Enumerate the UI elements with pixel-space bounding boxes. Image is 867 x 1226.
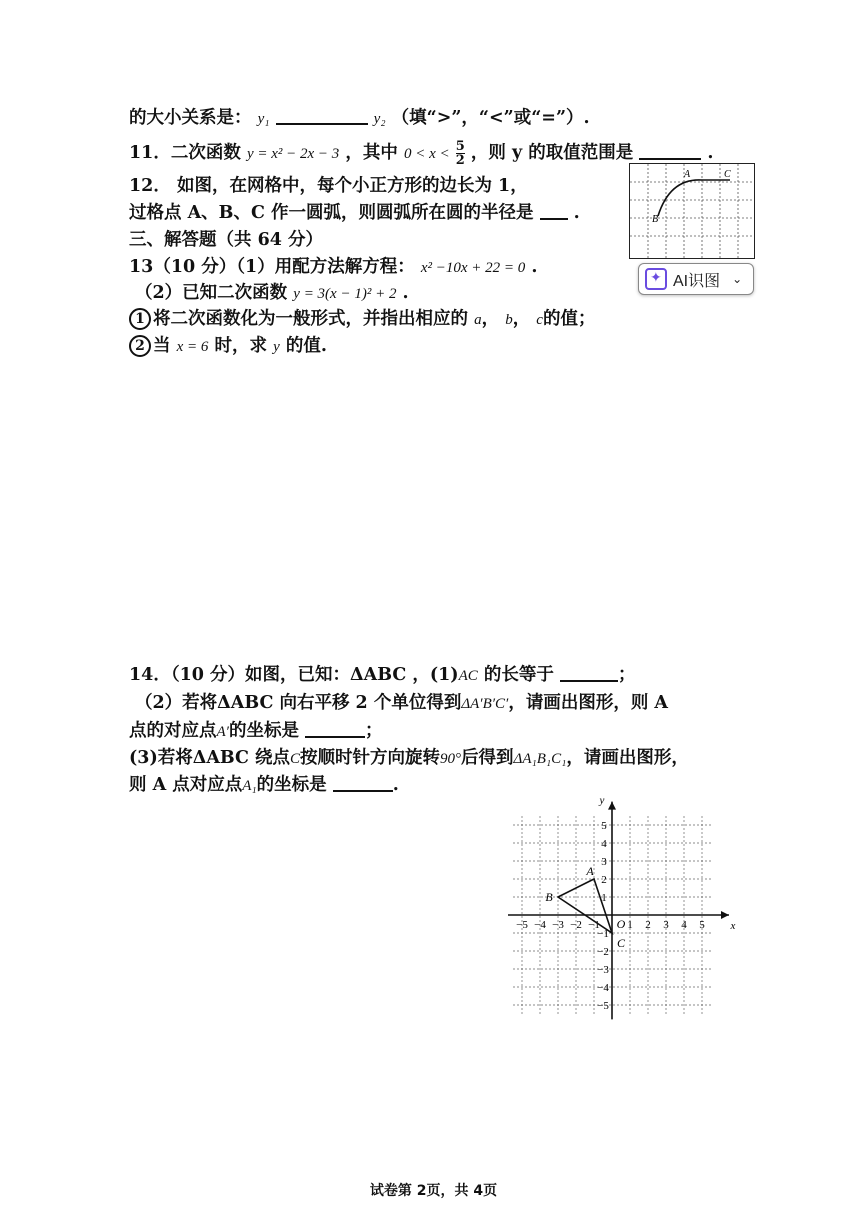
page-footer: 试卷第 2页，共 4页 xyxy=(369,1183,498,1199)
circled-number-2: 2 xyxy=(129,335,151,357)
point-label-a: A xyxy=(586,864,594,878)
q13-item2-b: 时，求 xyxy=(214,336,267,356)
q14-line5 xyxy=(129,773,399,798)
q13-end1: . xyxy=(531,257,538,277)
q11-num: 11．二次函数 xyxy=(129,143,241,163)
x-axis-arrow xyxy=(721,911,729,919)
sep-2: ， xyxy=(512,309,531,329)
q12-line2-text: 过格点 A、B、C 作一圆弧，则圆弧所在圆的半径是 xyxy=(129,203,534,223)
q12-line2 xyxy=(129,201,580,225)
grid-lines xyxy=(630,164,754,258)
y2-symbol: y₂ xyxy=(373,111,386,127)
q14-line3 xyxy=(129,719,383,744)
q14-line4-d: ，请画出图形， xyxy=(566,748,689,768)
q13-item1-end: 的值； xyxy=(542,309,596,329)
origin-label: O xyxy=(616,917,626,931)
q13-line2 xyxy=(135,281,409,306)
q13-line1 xyxy=(129,255,537,280)
q12-label-c: C xyxy=(724,169,731,180)
q14-triangle-1: ΔA₁B₁C₁ xyxy=(513,751,567,767)
x-tick-label: −2 xyxy=(570,919,582,931)
q14-line4 xyxy=(129,746,689,771)
q14-line1-end: ； xyxy=(617,665,636,685)
q14-line1 xyxy=(129,663,635,688)
x-tick-label: 1 xyxy=(627,919,633,931)
q13-equation2: y = 3(x − 1)² + 2 xyxy=(293,286,397,302)
q14-line2 xyxy=(135,691,668,716)
q14-answer-blank-3[interactable] xyxy=(333,774,393,792)
y-tick-label: 5 xyxy=(601,820,607,832)
y-axis-arrow xyxy=(608,802,616,810)
point-label-b: B xyxy=(545,890,553,904)
q14-point-a-prime: A′ xyxy=(216,724,229,740)
y1-symbol: y₁ xyxy=(257,111,270,127)
q12-grid-figure xyxy=(629,163,755,259)
q14-line4-b: 按顺时针方向旋转 xyxy=(300,748,441,768)
sep-1: ， xyxy=(481,309,500,329)
q12-label-b: B xyxy=(652,214,659,225)
y-tick-label: −1 xyxy=(597,928,609,940)
coef-b: b xyxy=(505,312,513,328)
q14-line4-c2: 后得到 xyxy=(461,748,514,768)
x-tick-label: −1 xyxy=(588,919,600,931)
section-heading: 三、解答题（共 64 分） xyxy=(129,230,324,250)
y-tick-label: 4 xyxy=(601,838,607,850)
x-tick-label: −3 xyxy=(552,919,564,931)
point-label-c: C xyxy=(616,936,626,950)
x-tick-label: −4 xyxy=(534,919,546,931)
ai-button-label: AI识图 xyxy=(673,272,721,290)
fraction-denominator: 2 xyxy=(455,153,465,168)
q14-line1-a: 14．（10 分）如图，已知：ΔABC ，(1) xyxy=(129,665,459,685)
y-tick-label: −5 xyxy=(597,1000,609,1012)
q14-ac: AC xyxy=(458,668,478,684)
q14-point-a1: A₁ xyxy=(242,778,257,794)
y-tick-label: 2 xyxy=(601,874,607,886)
q14-line4-a: (3)若将ΔABC 绕点 xyxy=(129,748,291,768)
y-tick-label: −2 xyxy=(597,946,609,958)
q11-formula: y = x² − 2x − 3 xyxy=(246,146,340,162)
q13-line2-text: （2）已知二次函数 xyxy=(135,283,288,303)
x-tick-label: 2 xyxy=(645,919,651,931)
q14-line2-b: ，请画出图形，则 A xyxy=(508,693,668,713)
q14-triangle-prime: ΔA′B′C′ xyxy=(461,696,509,712)
q14-degree: 90° xyxy=(440,751,462,767)
x-tick-label: −5 xyxy=(516,919,528,931)
q11-answer-blank[interactable] xyxy=(639,142,701,160)
q11-line xyxy=(129,140,714,167)
q14-line5-end: . xyxy=(392,775,399,795)
q12-label-a: A xyxy=(684,169,691,180)
q14-line3-b: 的坐标是 xyxy=(228,721,299,741)
arc-path xyxy=(658,180,730,216)
q13-item1-text: 将二次函数化为一般形式，并指出相应的 xyxy=(153,309,468,329)
q13-item2-a: 当 xyxy=(153,336,171,356)
q14-line3-a: 点的对应点 xyxy=(129,721,217,741)
q11-fraction xyxy=(456,140,465,167)
q13-end2: . xyxy=(402,283,409,303)
q11-range: 0 < x < xyxy=(403,146,450,162)
q14-line5-b: 的坐标是 xyxy=(256,775,327,795)
y-tick-label: 3 xyxy=(601,856,607,868)
q13-equation1: x² −10x + 22 = 0 xyxy=(420,260,526,276)
circled-number-1: 1 xyxy=(129,308,151,330)
q14-point-c: C xyxy=(290,751,301,767)
q14-answer-blank-2[interactable] xyxy=(305,720,365,738)
coordinate-grid-figure xyxy=(508,795,738,1025)
q11-mid: ，其中 xyxy=(345,143,398,163)
q14-line1-b: 的长等于 xyxy=(477,665,554,685)
x-axis-label: x xyxy=(730,920,736,932)
q14-line5-a: 则 A 点对应点 xyxy=(129,775,243,795)
q13-item1 xyxy=(129,307,595,332)
q13-item2-y: y xyxy=(273,339,280,355)
q14-line2-a: （2）若将ΔABC 向右平移 2 个单位得到 xyxy=(135,693,462,713)
q10-line xyxy=(129,106,590,131)
q14-answer-blank-1[interactable] xyxy=(560,664,618,682)
y-tick-label: −4 xyxy=(597,982,609,994)
q13-item2-c: 的值. xyxy=(285,336,327,356)
coef-a: a xyxy=(474,312,482,328)
ai-sparkle-icon xyxy=(645,268,667,290)
q11-end: . xyxy=(707,143,714,163)
coef-c: c xyxy=(536,312,543,328)
x-tick-label: 3 xyxy=(663,919,669,931)
q14-line3-end: ； xyxy=(365,721,383,741)
y-tick-label: 1 xyxy=(601,892,607,904)
q10-text: 的大小关系是： xyxy=(129,108,252,128)
chevron-down-icon: ⌄ xyxy=(732,272,743,286)
q13-item2 xyxy=(129,334,327,359)
fraction-numerator: 5 xyxy=(455,139,465,154)
q12-end: . xyxy=(573,203,580,223)
q10-tail: （填“>”，“<”或“=”）. xyxy=(391,108,590,128)
y-axis-label: y xyxy=(599,795,605,807)
x-tick-label: 5 xyxy=(699,919,705,931)
q13-line1-text: 13（10 分）（1）用配方法解方程： xyxy=(129,257,415,277)
triangle-abc xyxy=(558,879,612,933)
q12-answer-blank[interactable] xyxy=(540,202,568,220)
y-tick-label: −3 xyxy=(597,964,609,976)
q10-answer-blank[interactable] xyxy=(276,107,368,125)
q11-tail: ，则 y 的取值范围是 xyxy=(470,143,634,163)
x-tick-label: 4 xyxy=(681,919,687,931)
q12-line1: 12． 如图，在网格中，每个小正方形的边长为 1， xyxy=(129,176,528,196)
q13-item2-x: x = 6 xyxy=(176,339,209,355)
ai-recognize-button[interactable] xyxy=(638,263,754,295)
